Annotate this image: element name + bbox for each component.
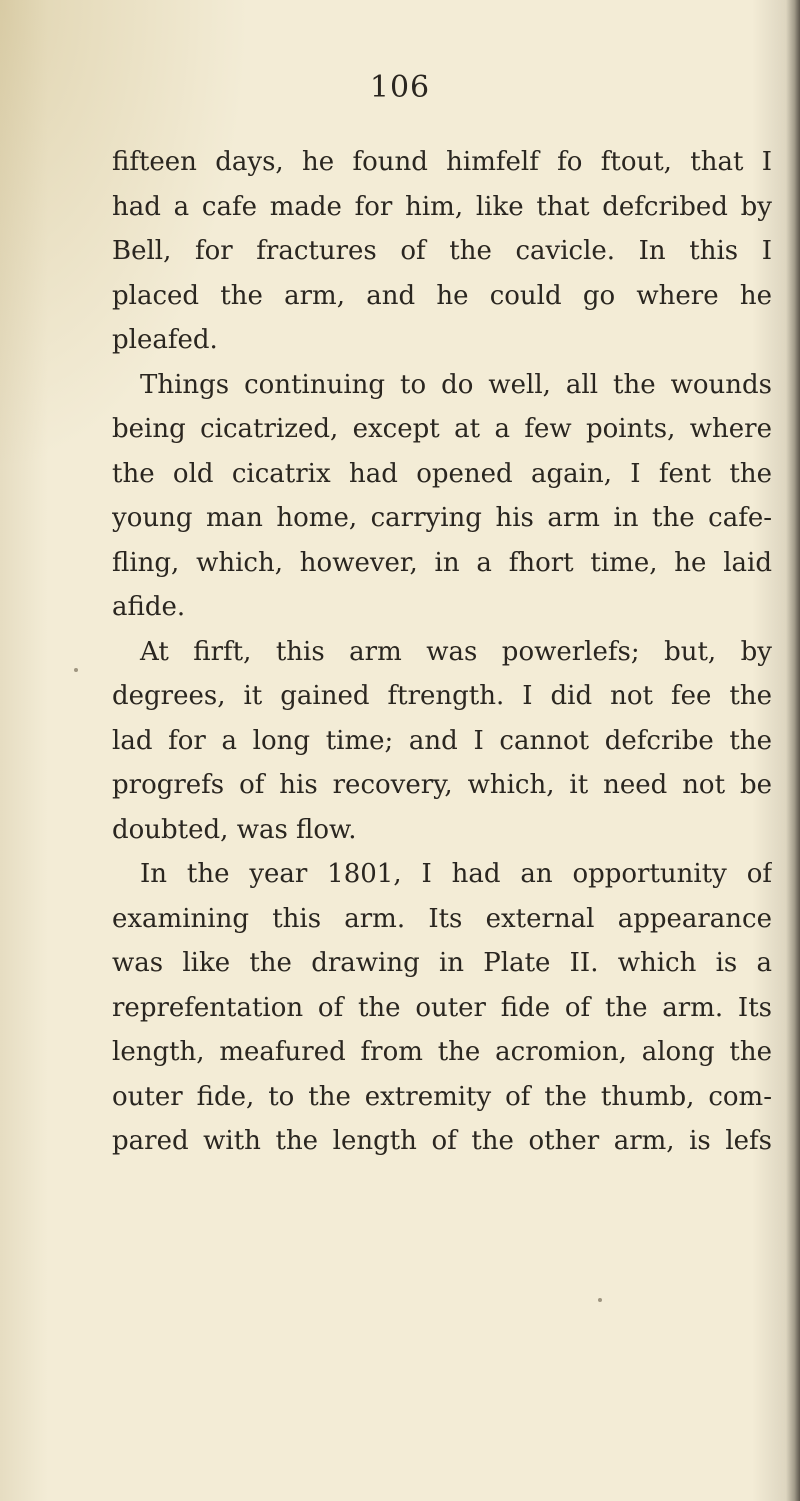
text-line: At firft, this arm was powerlefs; but, by — [140, 636, 772, 667]
text-line: afide. — [112, 592, 186, 622]
text-line: degrees, it gained ftrength. I did not fee the — [112, 681, 772, 711]
text-line: was like the drawing in Plate II. which is a — [112, 948, 772, 978]
text-line: length, meafured from the acromion, along the — [112, 1037, 772, 1067]
text-line: young man home, carrying his arm in the cafe- — [112, 503, 772, 533]
text-line: the old cicatrix had opened again, I fent the — [112, 458, 772, 489]
text-line: In the year 1801, I had an opportunity of — [140, 859, 772, 889]
body-text — [112, 140, 772, 1164]
text-line: examining this arm. Its external appearance — [112, 903, 772, 934]
text-line: progrefs of his recovery, which, it need not be — [112, 770, 772, 800]
text-line: outer fide, to the extremity of the thumb, com- — [112, 1081, 772, 1112]
text-line: doubted, was flow. — [112, 814, 357, 845]
text-line: pleafed. — [112, 325, 218, 355]
page-edge-shadow — [786, 0, 800, 1501]
text-line: being cicatrized, except at a few points, where — [112, 414, 772, 444]
text-line: lad for a long time; and I cannot defcribe the — [112, 725, 772, 756]
page-number: 106 — [369, 70, 431, 105]
text-line: placed the arm, and he could go where he — [112, 280, 772, 311]
text-line: Things continuing to do well, all the wounds — [140, 369, 772, 400]
text-line: pared with the length of the other arm, is lefs — [112, 1126, 772, 1156]
text-line: Bell, for fractures of the cavicle. In this I — [112, 236, 772, 266]
text-line: reprefentation of the outer fide of the arm. Its — [112, 992, 772, 1023]
ink-speck — [598, 1298, 602, 1302]
text-line: fifteen days, he found himfelf fo ftout, that I — [112, 147, 772, 177]
text-line: fling, which, however, in a fhort time, he laid — [112, 547, 772, 578]
text-line: had a cafe made for him, like that defcribed by — [112, 191, 772, 222]
ink-speck — [74, 668, 78, 672]
